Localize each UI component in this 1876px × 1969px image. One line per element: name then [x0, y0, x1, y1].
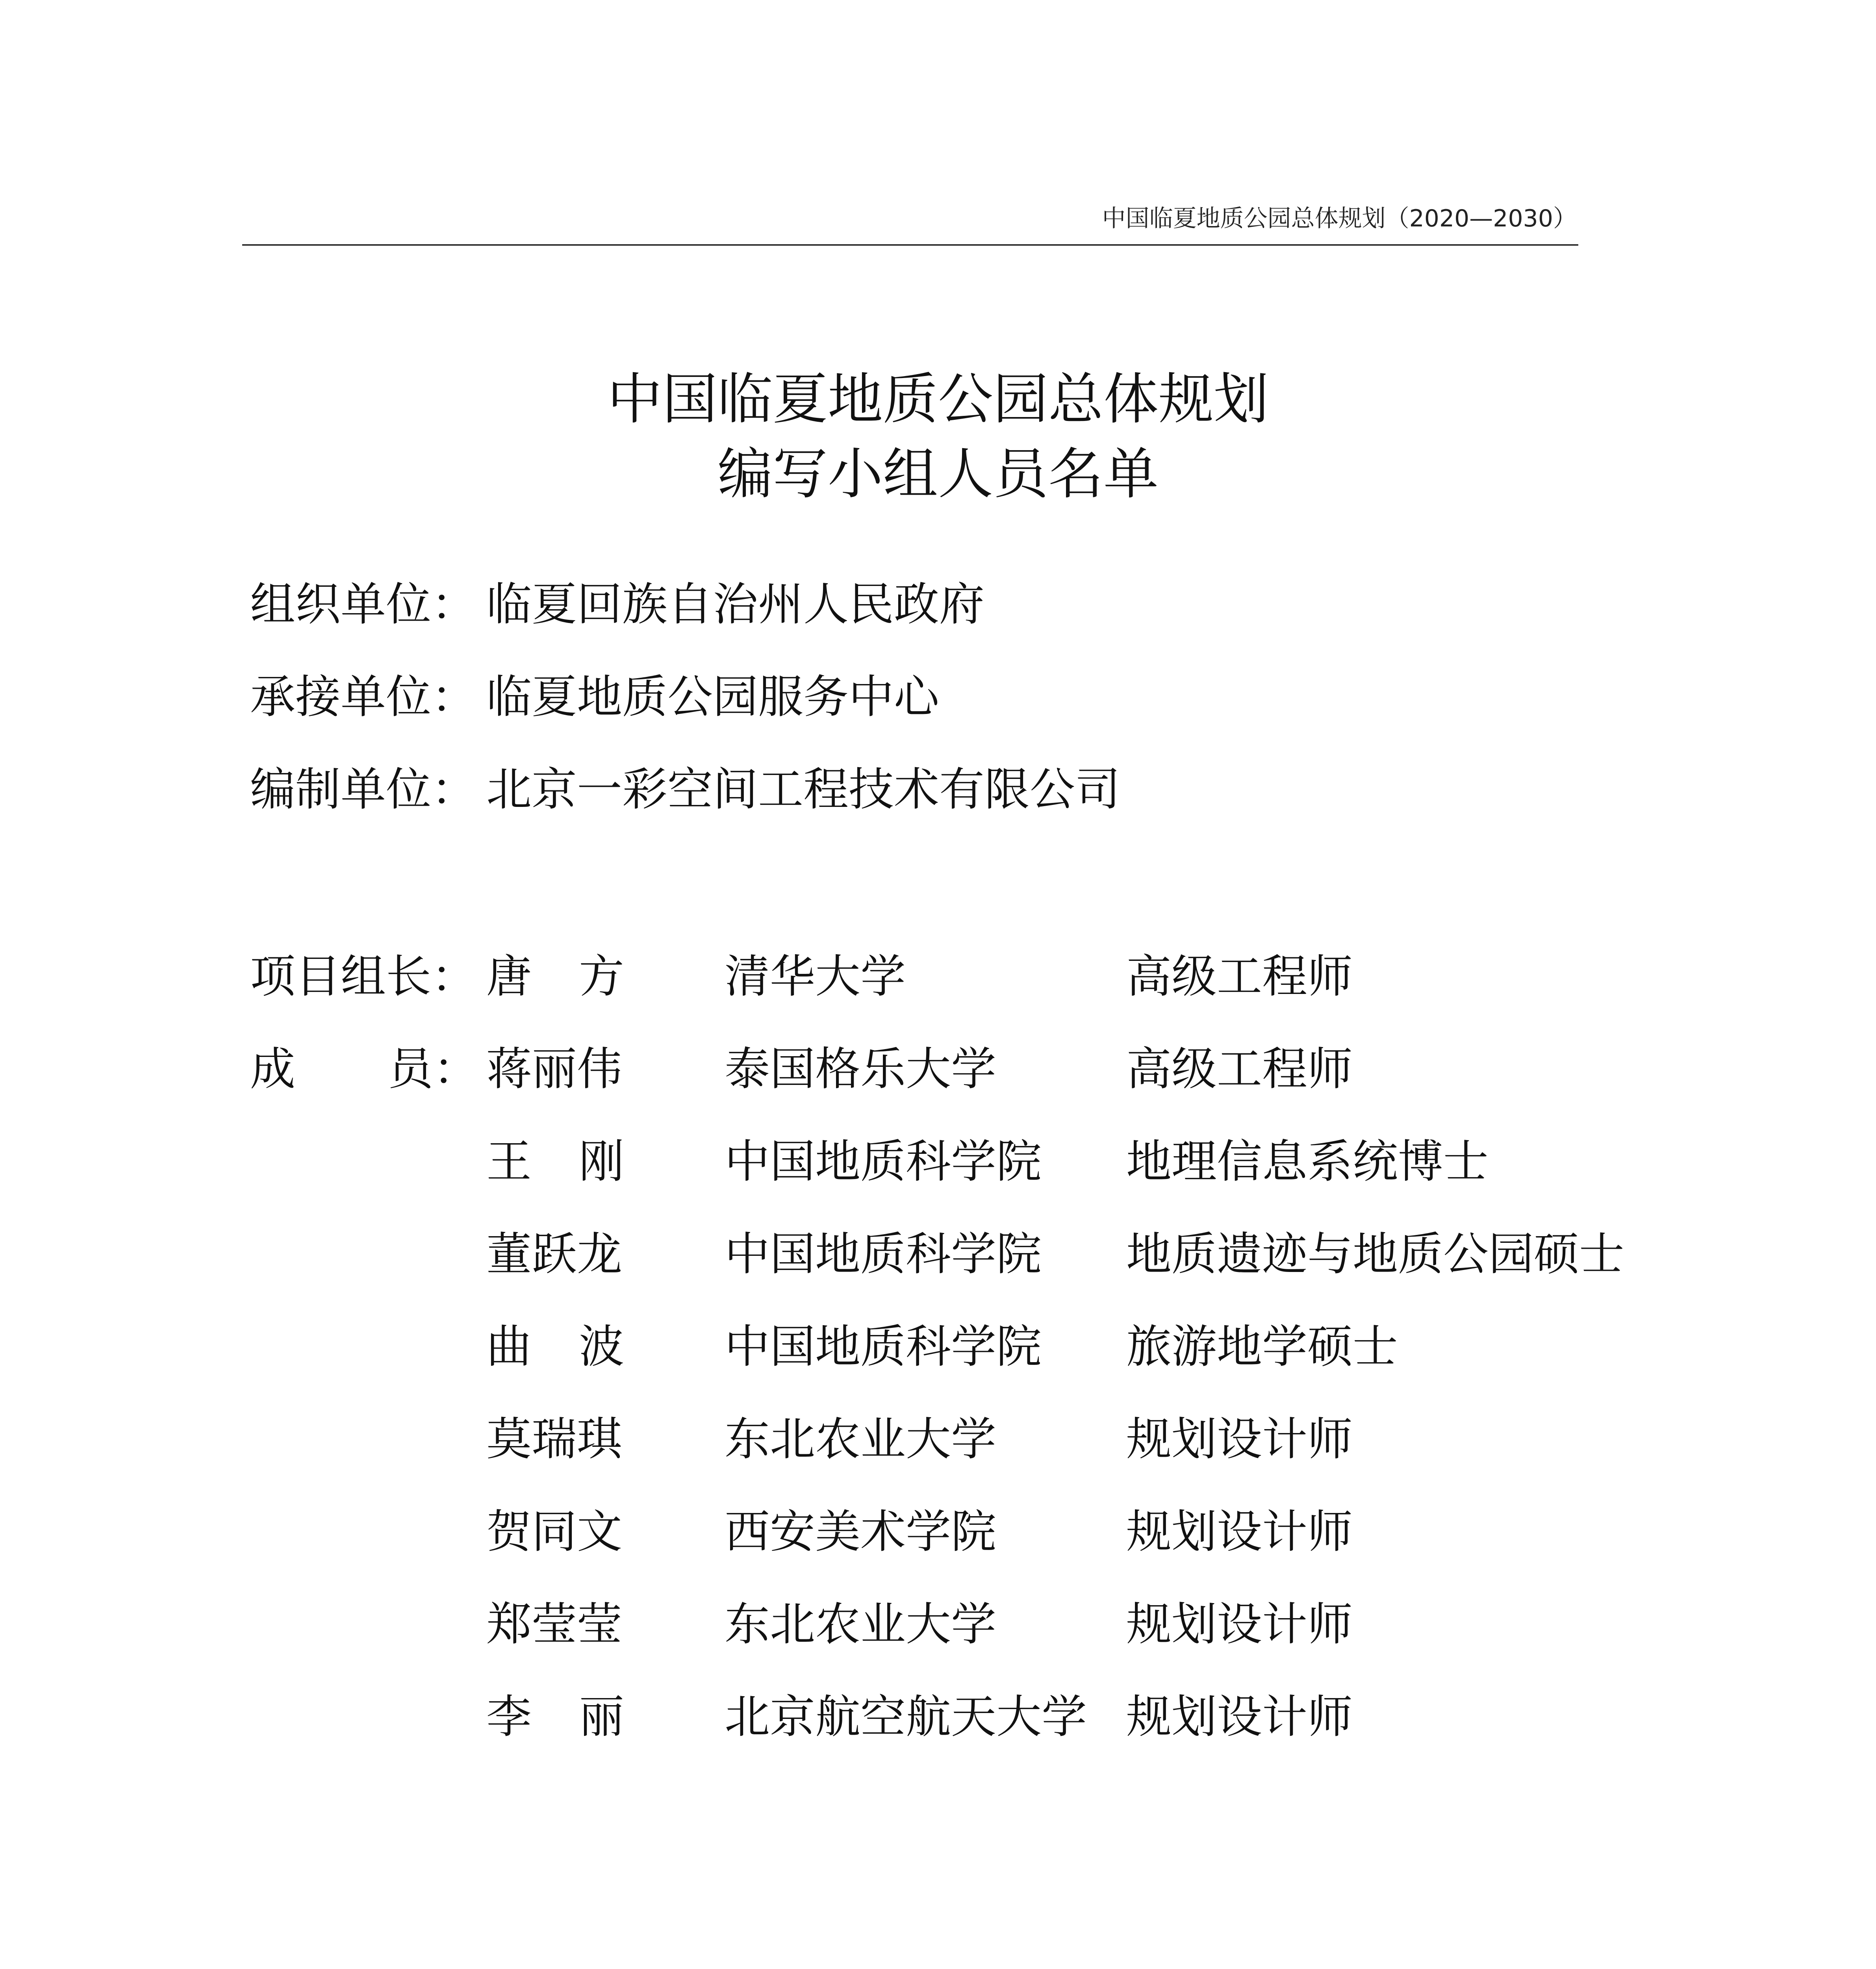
staff-row [250, 949, 1707, 1004]
staff-row [250, 1319, 1707, 1374]
name-char: 方 [578, 950, 624, 1003]
org-value: 北京一彩空间工程技术有限公司 [486, 763, 1121, 816]
org-label: 编制单位： [250, 763, 477, 816]
name-char: 李 [486, 1691, 532, 1743]
staff-name [486, 1689, 624, 1745]
staff-name: 郑莹莹 [486, 1598, 623, 1651]
role-label: 项目组长： [250, 950, 477, 1003]
staff-title: 地质遗迹与地质公园硕士 [1126, 1228, 1625, 1281]
staff-title: 规划设计师 [1126, 1413, 1353, 1466]
staff-row [250, 1504, 1707, 1559]
name-char: 丽 [578, 1691, 624, 1743]
staff-name: 莫瑞琪 [486, 1413, 623, 1466]
staff-title: 旅游地学硕士 [1126, 1320, 1398, 1373]
staff-row [250, 1134, 1707, 1189]
org-label: 组织单位： [250, 578, 477, 631]
role-char: 员： [387, 1043, 478, 1096]
staff-title: 高级工程师 [1126, 1043, 1353, 1096]
staff-name: 蒋丽伟 [486, 1043, 623, 1096]
org-row-organizer [250, 577, 984, 632]
staff-name [486, 949, 624, 1004]
org-row-compiler [250, 762, 1120, 817]
staff-name: 贺同文 [486, 1505, 623, 1558]
staff-unit: 北京航空航天大学 [725, 1691, 1087, 1743]
header-rule [242, 244, 1578, 246]
document-subtitle: 编写小组人员名单 [717, 442, 1159, 506]
role-label [250, 1042, 478, 1097]
staff-title: 规划设计师 [1126, 1505, 1353, 1558]
name-char: 刚 [578, 1135, 624, 1188]
staff-title: 规划设计师 [1126, 1598, 1353, 1651]
staff-unit: 泰国格乐大学 [725, 1043, 997, 1096]
org-label: 承接单位： [250, 671, 477, 723]
name-char: 曲 [486, 1320, 532, 1373]
staff-title: 高级工程师 [1126, 950, 1353, 1003]
staff-name [486, 1319, 624, 1374]
name-char: 波 [578, 1320, 624, 1373]
staff-unit: 东北农业大学 [725, 1413, 997, 1466]
staff-row [250, 1412, 1707, 1467]
staff-row [250, 1042, 1707, 1097]
staff-unit: 中国地质科学院 [725, 1135, 1042, 1188]
staff-title: 地理信息系统博士 [1126, 1135, 1489, 1188]
staff-unit: 清华大学 [725, 950, 906, 1003]
staff-name: 董跃龙 [486, 1228, 623, 1281]
running-header: 中国临夏地质公园总体规划（2020—2030） [1102, 205, 1577, 232]
org-row-undertaker [250, 669, 939, 725]
name-char: 唐 [486, 950, 532, 1003]
name-char: 王 [486, 1135, 532, 1188]
staff-name [486, 1134, 624, 1189]
document-title: 中国临夏地质公园总体规划 [607, 367, 1269, 432]
role-char: 成 [250, 1043, 296, 1096]
org-value: 临夏地质公园服务中心 [486, 671, 940, 723]
staff-row [250, 1597, 1707, 1652]
staff-unit: 东北农业大学 [725, 1598, 997, 1651]
staff-unit: 中国地质科学院 [725, 1228, 1042, 1281]
staff-unit: 中国地质科学院 [725, 1320, 1042, 1373]
staff-row [250, 1689, 1707, 1745]
staff-unit: 西安美术学院 [725, 1505, 997, 1558]
staff-title: 规划设计师 [1126, 1691, 1353, 1743]
org-value: 临夏回族自治州人民政府 [486, 578, 985, 631]
staff-row [250, 1227, 1707, 1282]
